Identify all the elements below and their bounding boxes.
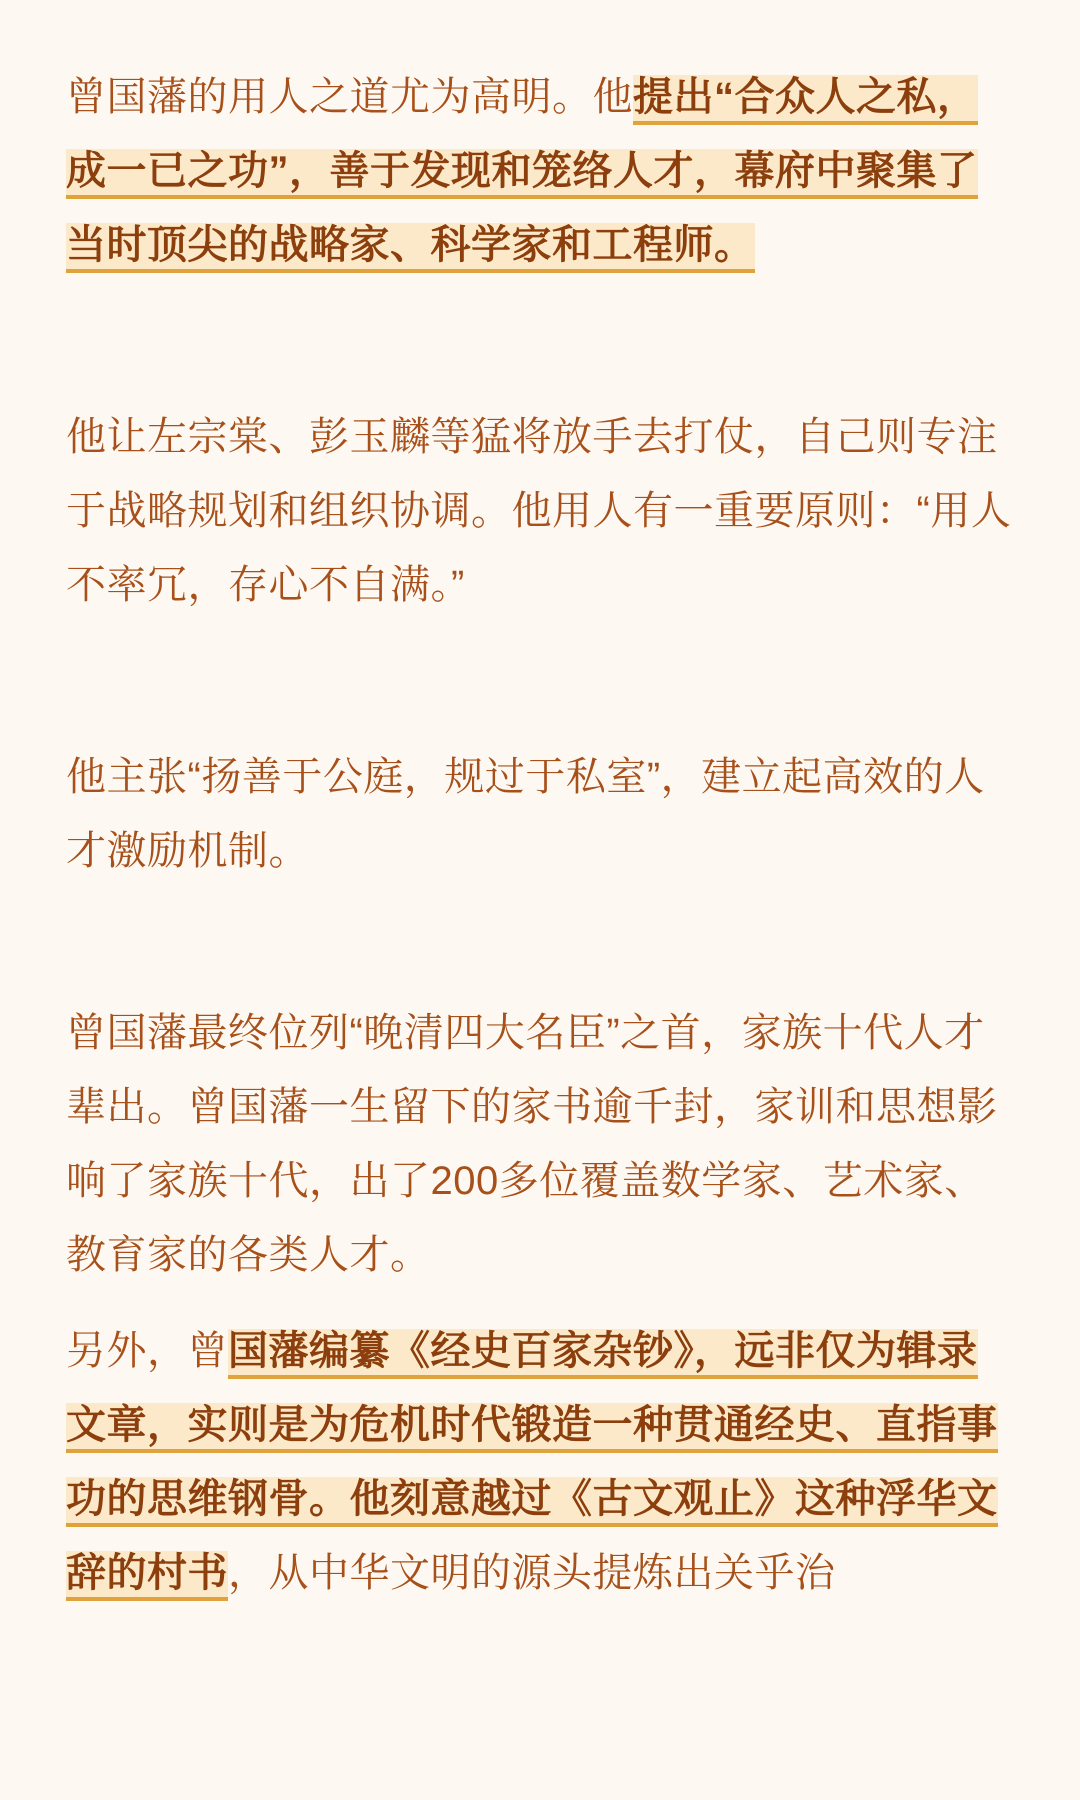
paragraph-spacer: [66, 282, 1014, 400]
paragraph-3: [66, 740, 1014, 888]
text-run: 另外，曾: [66, 1329, 228, 1373]
paragraph-5: [66, 1314, 1014, 1610]
paragraph-spacer: [66, 622, 1014, 740]
text-run: 曾国藩的用人之道尤为高明。他: [66, 75, 633, 119]
paragraph-4: [66, 996, 1014, 1292]
highlighted-text: 提出“合众人之私，成一已之功”，善于发现和笼络人才，幕府中聚集了当时顶尖的战略家、科学家和工程师。: [66, 75, 978, 273]
text-run: 他主张“扬善于公庭，规过于私室”，建立起高效的人才激励机制。: [66, 755, 985, 873]
paragraph-1: [66, 60, 1014, 282]
text-run: ，从中华文明的源头提炼出关乎治: [228, 1551, 836, 1595]
text-run: 他让左宗棠、彭玉麟等猛将放手去打仗，自己则专注于战略规划和组织协调。他用人有一重要原则：“用人不率冗，存心不自满。”: [66, 415, 1012, 607]
paragraph-spacer: [66, 1292, 1014, 1314]
paragraph-2: [66, 400, 1014, 622]
highlighted-text: 国藩编纂《经史百家杂钞》，远非仅为辑录文章，实则是为危机时代锻造一种贯通经史、直指事功的思维钢骨。他刻意越过《古文观止》这种浮华文辞的村书: [66, 1329, 998, 1601]
text-run: 曾国藩最终位列“晚清四大名臣”之首，家族十代人才辈出。曾国藩一生留下的家书逾千封，家训和思想影响了家族十代，出了200多位覆盖数学家、艺术家、教育家的各类人才。: [66, 1011, 998, 1277]
paragraph-spacer: [66, 888, 1014, 996]
